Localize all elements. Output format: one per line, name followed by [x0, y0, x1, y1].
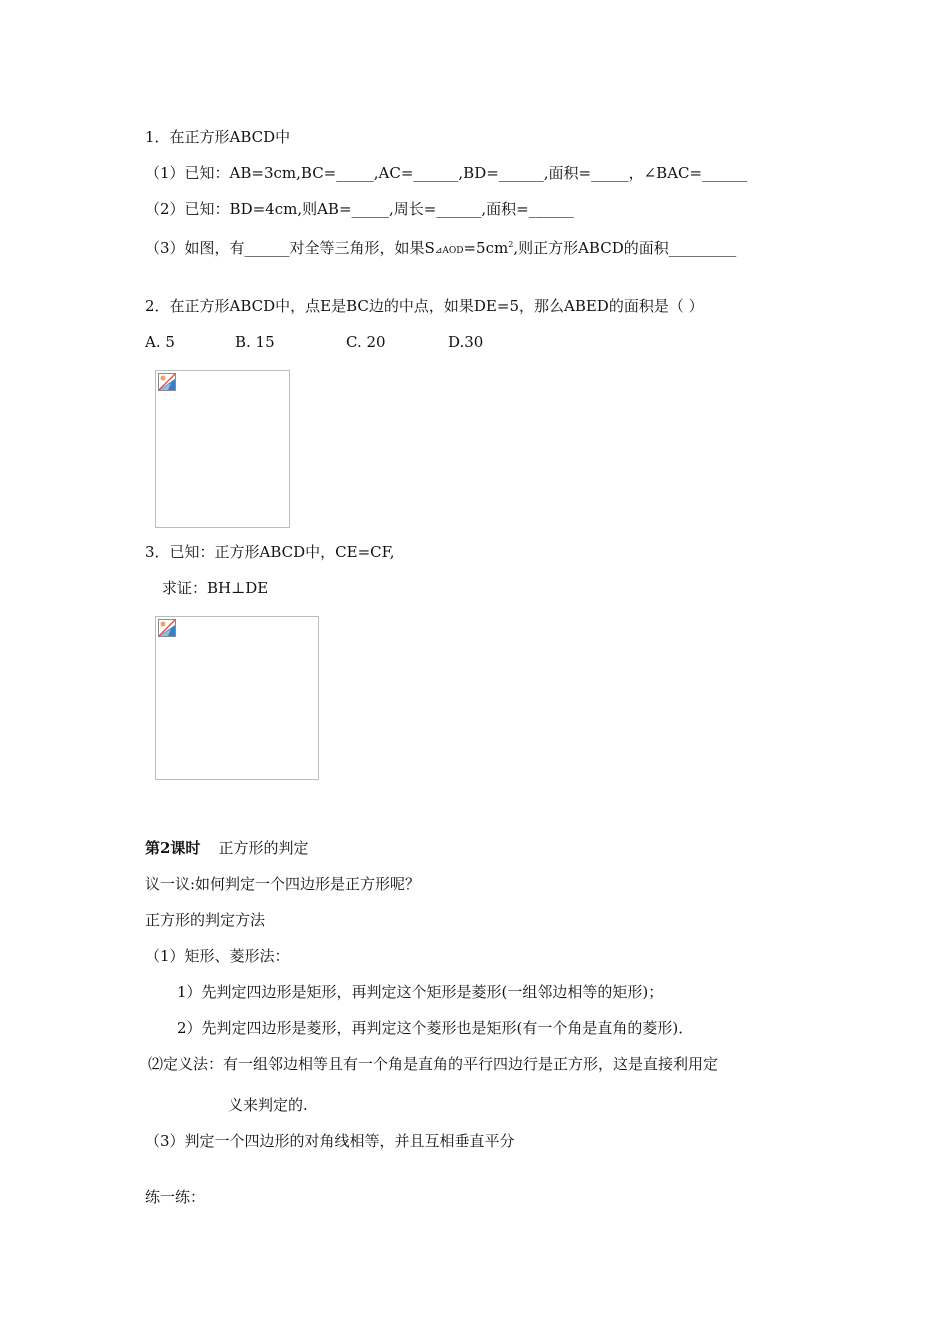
lesson2-heading	[145, 838, 308, 858]
lesson2-heading-title: 正方形的判定	[218, 839, 309, 857]
broken-image-icon	[158, 619, 176, 637]
q2-option-d: D.30	[448, 333, 484, 351]
q1-part3-text-b: =5cm	[463, 239, 509, 257]
lesson2-method-2-line1: ⑵定义法：有一组邻边相等且有一个角是直角的平行四边行是正方形，这是直接利用定	[148, 1055, 719, 1073]
q3-prove: 求证：BH⊥DE	[162, 579, 269, 597]
lesson2-practice: 练一练：	[145, 1188, 206, 1206]
q1-part2: （2）已知：BD=4cm,则AB=_____,周长=______,面积=______	[145, 200, 574, 218]
q2-option-b: B. 15	[235, 333, 275, 351]
figure-placeholder-1	[155, 370, 290, 528]
lesson2-discuss: 议一议:如何判定一个四边形是正方形呢？	[145, 875, 421, 893]
q1-part3-text-c: ,则正方形ABCD的面积_________	[513, 239, 737, 257]
q2-title: 2．在正方形ABCD中，点E是BC边的中点，如果DE=5，那么ABED的面积是（ ）	[145, 297, 704, 315]
lesson2-method-3: （3）判定一个四边形的对角线相等，并且互相垂直平分	[145, 1132, 515, 1150]
lesson2-method-1a: 1）先判定四边形是矩形，再判定这个矩形是菱形(一组邻边相等的矩形)；	[177, 983, 664, 1001]
lesson2-method-1b: 2）先判定四边形是菱形，再判定这个菱形也是矩形(有一个角是直角的菱形)．	[177, 1019, 694, 1037]
q1-part3-subscript: ⊿AOD	[434, 246, 464, 256]
q1-title: 1．在正方形ABCD中	[145, 128, 291, 146]
lesson2-method-2-line2: 义来判定的.	[228, 1096, 308, 1114]
lesson2-heading-label: 第2课时	[145, 839, 201, 857]
q3-title: 3．已知：正方形ABCD中，CE=CF,	[145, 543, 395, 561]
broken-image-icon	[158, 373, 176, 391]
lesson2-methods-title: 正方形的判定方法	[145, 911, 266, 929]
q1-part3-text-a: （3）如图，有______对全等三角形，如果S	[145, 239, 435, 257]
q2-option-c: C. 20	[346, 333, 386, 351]
lesson2-method-1: （1）矩形、菱形法：	[145, 947, 290, 965]
figure-placeholder-2	[155, 616, 319, 780]
q1-part3-superscript: 2	[508, 240, 514, 249]
q1-part1: （1）已知：AB=3cm,BC=_____,AC=______,BD=______,面积=_____，∠BAC=______	[145, 164, 748, 182]
q1-part3	[145, 235, 736, 261]
q2-option-a: A. 5	[145, 333, 175, 351]
